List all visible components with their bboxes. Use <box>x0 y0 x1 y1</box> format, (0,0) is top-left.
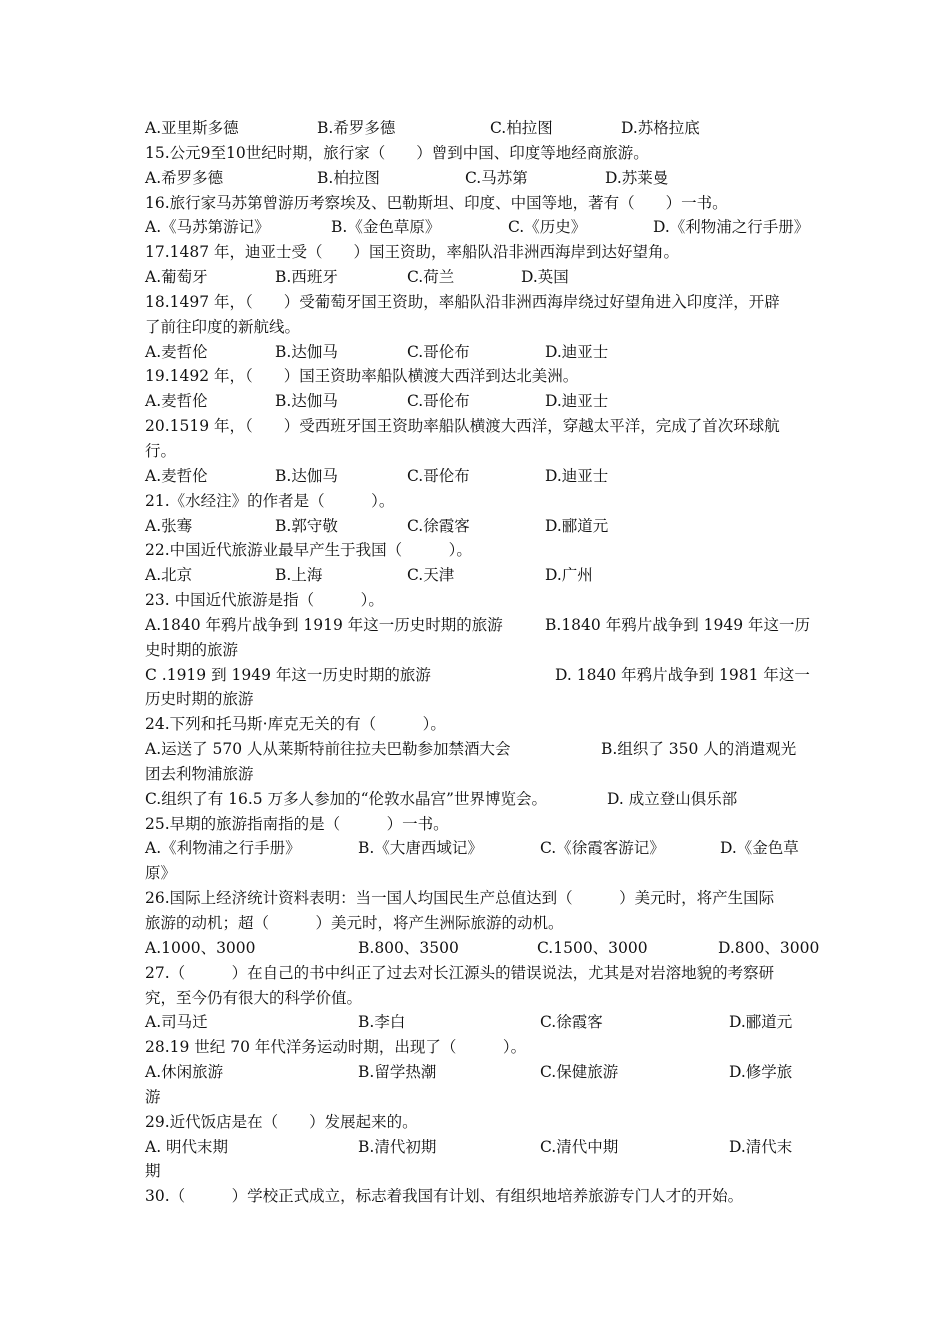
option-item: D.苏莱曼 <box>605 168 669 187</box>
option-row <box>145 836 810 861</box>
option-row <box>145 613 810 638</box>
option-item: A.麦哲伦 <box>145 342 208 361</box>
option-row <box>145 166 810 191</box>
option-item: A. 明代末期 <box>145 1137 229 1156</box>
option-row <box>145 1135 810 1160</box>
question-line: 29.近代饭店是在（ ）发展起来的。 <box>145 1112 418 1131</box>
question-line: 27.（ ）在自己的书中纠正了过去对长江源头的错误说法，尤其是对岩溶地貌的考察研 <box>145 963 775 982</box>
question-line: 21.《水经注》的作者是（ ）。 <box>145 491 395 510</box>
question-line: 26.国际上经济统计资料表明：当一国人均国民生产总值达到（ ）美元时，将产生国际 <box>145 889 775 908</box>
option-item: A.北京 <box>145 566 193 585</box>
option-item: D.清代末 <box>729 1137 793 1156</box>
question-line: 团去利物浦旅游 <box>145 764 254 783</box>
option-row <box>145 563 810 588</box>
option-item: D.郦道元 <box>729 1013 793 1032</box>
option-item: B.达伽马 <box>275 466 338 485</box>
option-row <box>145 215 810 240</box>
option-item: D.广州 <box>545 566 593 585</box>
option-row <box>145 1060 810 1085</box>
option-item: D.迪亚士 <box>545 342 609 361</box>
option-item: B.李白 <box>358 1013 406 1032</box>
option-item: C.哥伦布 <box>407 466 470 485</box>
option-item: C.保健旅游 <box>540 1063 619 1082</box>
option-item: C.哥伦布 <box>407 342 470 361</box>
question-line: 游 <box>145 1087 161 1106</box>
question-line: 行。 <box>145 441 177 460</box>
option-row <box>145 936 820 961</box>
option-item: D.迪亚士 <box>545 466 609 485</box>
option-item: B.1840 年鸦片战争到 1949 年这一历 <box>545 615 810 634</box>
option-item: D.修学旅 <box>729 1063 793 1082</box>
option-item: A.《马苏第游记》 <box>145 218 270 237</box>
option-item: B.希罗多德 <box>317 119 396 137</box>
option-item: C.徐霞客 <box>540 1013 603 1032</box>
option-item: D.迪亚士 <box>545 392 609 411</box>
option-item: D. 成立登山俱乐部 <box>607 789 738 808</box>
option-item: A.亚里斯多德 <box>145 119 239 137</box>
option-item: C.荷兰 <box>407 268 455 287</box>
exam-page <box>145 116 820 1209</box>
option-row <box>145 787 810 812</box>
question-line: 究，至今仍有很大的科学价值。 <box>145 988 363 1007</box>
option-item: C.徐霞客 <box>407 516 470 535</box>
option-row <box>145 340 810 365</box>
option-item: C.柏拉图 <box>490 119 553 137</box>
option-item: B.800、3500 <box>358 938 459 957</box>
option-item: D.郦道元 <box>545 516 609 535</box>
option-item: B.郭守敬 <box>275 516 338 535</box>
question-line: 28.19 世纪 70 年代洋务运动时期，出现了（ ）。 <box>145 1038 527 1057</box>
option-item: B.《金色草原》 <box>331 218 441 237</box>
option-item: D.英国 <box>521 268 569 287</box>
question-line: 30.（ ）学校正式成立，标志着我国有计划、有组织地培养旅游专门人才的开始。 <box>145 1187 744 1206</box>
option-item: B.达伽马 <box>275 392 338 411</box>
option-row <box>145 116 810 141</box>
option-item: B.西班牙 <box>275 268 338 287</box>
option-item: A.1000、3000 <box>145 938 256 957</box>
option-row <box>145 514 810 539</box>
option-item: C.1500、3000 <box>537 938 648 957</box>
option-item: C.组织了有 16.5 万多人参加的“伦敦水晶宫”世界博览会。 <box>145 789 547 808</box>
option-item: A.《利物浦之行手册》 <box>145 839 301 858</box>
option-item: C.天津 <box>407 566 455 585</box>
question-line: 了前往印度的新航线。 <box>145 317 301 336</box>
option-item: A.张骞 <box>145 516 193 535</box>
option-item: D.800、3000 <box>718 938 820 957</box>
question-line: 23. 中国近代旅游是指（ ）。 <box>145 591 384 610</box>
option-item: A.葡萄牙 <box>145 268 208 287</box>
option-item: C.哥伦布 <box>407 392 470 411</box>
option-item: C.马苏第 <box>465 168 528 187</box>
option-item: A.麦哲伦 <box>145 466 208 485</box>
question-line: 18.1497 年，（ ）受葡萄牙国王资助，率船队沿非洲西海岸绕过好望角进入印度洋，开辟 <box>145 292 780 311</box>
option-item: B.组织了 350 人的消遣观光 <box>601 740 797 759</box>
option-item: A.1840 年鸦片战争到 1919 年这一历史时期的旅游 <box>145 615 503 634</box>
option-item: A.麦哲伦 <box>145 392 208 411</box>
question-line: 19.1492 年，（ ）国王资助率船队横渡大西洋到达北美洲。 <box>145 367 579 386</box>
question-line: 旅游的动机；超（ ）美元时，将产生洲际旅游的动机。 <box>145 914 564 932</box>
option-row <box>145 464 810 489</box>
option-item: C.《历史》 <box>508 218 587 237</box>
option-item: C.清代中期 <box>540 1137 619 1156</box>
option-row <box>145 737 810 762</box>
question-line: 25.早期的旅游指南指的是（ ）一书。 <box>145 814 449 833</box>
option-item: B.留学热潮 <box>358 1063 437 1082</box>
question-line: 20.1519 年，（ ）受西班牙国王资助率船队横渡大西洋，穿越太平洋，完成了首次环球航 <box>145 417 780 436</box>
option-item: B.达伽马 <box>275 342 338 361</box>
option-item: B.柏拉图 <box>317 168 380 187</box>
question-line: 22.中国近代旅游业最早产生于我国（ ）。 <box>145 541 472 560</box>
option-item: D.《金色草 <box>720 839 799 858</box>
question-line: 期 <box>145 1162 161 1181</box>
option-row <box>145 389 810 414</box>
option-item: B.上海 <box>275 566 323 585</box>
option-item: A.休闲旅游 <box>145 1063 224 1082</box>
option-item: A.司马迁 <box>145 1013 208 1032</box>
option-item: C .1919 到 1949 年这一历史时期的旅游 <box>145 665 431 684</box>
option-item: D.《利物浦之行手册》 <box>653 218 810 237</box>
option-item: A.希罗多德 <box>145 168 224 187</box>
option-item: A.运送了 570 人从莱斯特前往拉夫巴勒参加禁酒大会 <box>145 740 511 759</box>
question-line: 史时期的旅游 <box>145 640 239 659</box>
option-item: B.《大唐西域记》 <box>358 839 483 858</box>
question-line: 17.1487 年，迪亚士受（ ）国王资助，率船队沿非洲西海岸到达好望角。 <box>145 243 680 262</box>
question-line: 原》 <box>145 864 177 883</box>
option-item: D. 1840 年鸦片战争到 1981 年这一 <box>555 665 810 684</box>
question-line: 15.公元9至10世纪时期，旅行家（ ）曾到中国、印度等地经商旅游。 <box>145 143 649 162</box>
option-item: C.《徐霞客游记》 <box>540 839 665 858</box>
question-line: 16.旅行家马苏第曾游历考察埃及、巴勒斯坦、印度、中国等地，著有（ ）一书。 <box>145 193 728 212</box>
question-line: 历史时期的旅游 <box>145 690 254 709</box>
option-row <box>145 1010 810 1035</box>
option-item: D.苏格拉底 <box>621 119 700 137</box>
question-line: 24.下列和托马斯·库克无关的有（ ）。 <box>145 715 446 734</box>
option-row <box>145 663 810 688</box>
option-row <box>145 265 810 290</box>
option-item: B.清代初期 <box>358 1137 437 1156</box>
